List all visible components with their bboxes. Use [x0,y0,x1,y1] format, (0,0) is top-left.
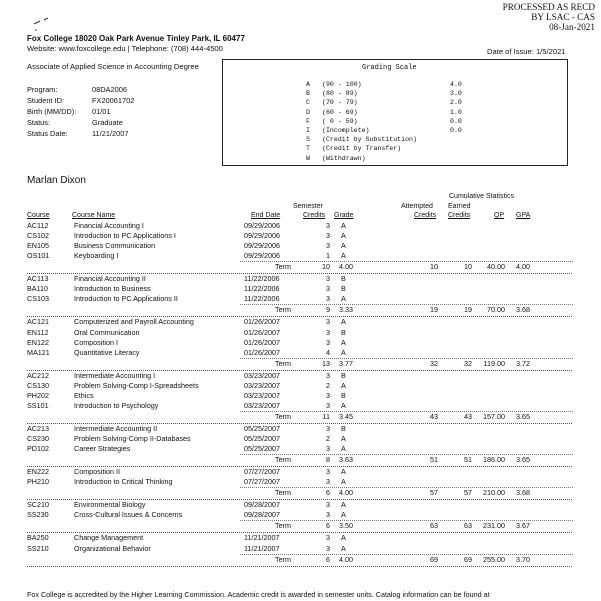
course-credits: 3 [326,423,330,433]
scale-range: (Credit by Substitution) [322,136,417,144]
course-code: CS103 [27,294,49,304]
term-label: Term [275,262,291,272]
course-grade: A [341,477,346,487]
course-code: SS210 [27,543,49,553]
info-value: 11/21/2007 [92,129,129,138]
term-credits: 13 [322,358,330,368]
course-code: CS102 [27,231,49,241]
cumulative-attempted: 57 [430,488,438,498]
processed-stamp-line: BY LSAC - CAS [531,12,595,22]
course-end-date: 11/21/2007 [244,533,280,543]
term-gpa: 3.45 [339,411,353,421]
course-grade: A [341,380,346,390]
term-gpa: 3.33 [339,305,353,315]
scale-range: (80 - 89) [322,90,358,98]
course-code: AC113 [27,274,49,284]
cumulative-gpa: 3.65 [516,455,530,465]
term-label: Term [275,554,291,564]
term-label: Term [275,358,291,368]
course-name: Problem Solving-Comp II-Databases [74,434,191,443]
cumulative-gpa: 3.65 [516,411,530,421]
course-credits: 3 [326,400,330,410]
term-label: Term [275,521,291,531]
info-label: Status: [27,118,51,127]
cumulative-qp: 70.00 [487,305,505,315]
course-name: Introduction to Psychology [74,400,159,410]
course-credits: 3 [326,467,330,477]
qp-header: QP [494,212,505,219]
course-credits: 2 [326,434,330,443]
course-end-date: 09/28/2007 [244,500,280,510]
student-name: Marlan Dixon [27,175,86,186]
term-gpa: 4.00 [339,488,353,498]
scale-grade: D [306,108,310,116]
course-name: Quantitative Literacy [74,347,140,357]
course-credits: 3 [326,543,330,553]
course-code: EN122 [27,337,49,347]
course-grade: A [341,434,346,443]
course-name: Computerized and Payroll Accounting [74,317,194,327]
course-code: PH202 [27,390,49,400]
cumulative-attempted: 69 [430,554,438,564]
cumulative-attempted: 43 [430,411,438,421]
course-grade: B [341,274,346,284]
course-end-date: 09/28/2007 [244,510,280,520]
info-value: 08DA2006 [92,85,127,94]
course-grade: A [341,231,346,241]
course-end-date: 05/25/2007 [244,423,280,433]
cumulative-gpa: 3.72 [516,358,530,368]
processed-stamp-line: PROCESSED AS RECD [502,2,595,12]
cumulative-earned: 43 [464,411,472,421]
course-grade: B [341,423,346,433]
course-name: Environmental Biology [74,500,146,510]
course-grade: A [341,467,346,477]
course-end-date: 11/22/2006 [244,294,280,304]
course-name: Cross-Cultural Issues & Concerns [74,510,183,520]
scale-grade: C [306,99,310,107]
course-grade: A [341,500,346,510]
cumulative-gpa: 3.70 [516,554,530,564]
course-grade: A [341,251,346,261]
course-grade: B [341,390,346,400]
cumulative-earned: 10 [464,262,472,272]
cumulative-earned: 69 [464,554,472,564]
scale-range: (70 - 79) [322,99,358,107]
course-end-date: 05/25/2007 [244,434,280,443]
school-address: Fox College 18020 Oak Park Avenue Tinley Park, IL 60477 [27,34,245,43]
course-grade: B [341,370,346,380]
cumulative-attempted: 51 [430,455,438,465]
course-end-date: 09/29/2006 [244,251,280,261]
issue-date: Date of Issue: 1/5/2021 [487,47,566,56]
term-label: Term [275,411,291,421]
cumulative-earned: 63 [464,521,472,531]
scale-range: (Withdrawn) [322,154,366,162]
info-value: Graduate [92,118,123,127]
cumulative-qp: 255.00 [483,554,505,564]
course-credits: 3 [326,444,330,454]
course-code: AC112 [27,221,49,230]
scale-grade: T [306,145,310,153]
course-code: AC121 [27,317,49,327]
degree-title: Associate of Applied Science in Accounting Degree [27,62,199,71]
course-code: PD102 [27,444,49,454]
term-credits: 10 [322,262,330,272]
attempted-header: Attempted [401,203,433,210]
scale-points: 4.0 [450,81,462,88]
course-name: Keyboarding I [74,251,119,261]
course-name: Composition I [74,337,118,347]
course-grade: B [341,284,346,294]
cumulative-attempted: 10 [430,262,438,272]
course-grade: A [341,533,346,543]
course-credits: 3 [326,231,330,241]
course-credits: 2 [326,380,330,390]
course-name: Composition II [74,467,120,477]
course-end-date: 07/27/2007 [244,477,280,487]
semester-header: Semester [293,203,323,210]
course-end-date: 03/23/2007 [244,370,280,380]
scale-points: 2.0 [450,99,462,107]
term-label: Term [275,455,291,465]
scale-range: (90 - 100) [322,81,362,88]
cumulative-attempted: 32 [430,358,438,368]
course-code: AC212 [27,370,49,380]
course-credits: 3 [326,370,330,380]
course-name: Intermediate Accounting II [74,423,158,433]
scale-range: ( 0 - 59) [322,117,358,125]
term-label: Term [275,488,291,498]
term-gpa: 3.77 [339,358,353,368]
course-code: BA250 [27,533,49,543]
scale-range: (Credit by Transfer) [322,145,402,153]
info-value: 01/01 [92,107,111,116]
course-credits: 3 [326,241,330,251]
course-credits: 3 [326,221,330,230]
end-date-header: End Date [251,212,281,219]
scale-grade: W [306,154,310,162]
course-code: SS230 [27,510,49,520]
course-code: EN112 [27,327,49,337]
course-grade: A [341,337,346,347]
course-end-date: 03/23/2007 [244,390,280,400]
term-label: Term [275,305,291,315]
course-grade: A [341,241,346,251]
scale-grade: F [306,117,310,125]
course-end-date: 01/26/2007 [244,347,280,357]
term-credits: 6 [326,554,330,564]
course-grade: A [341,400,346,410]
course-code: OS101 [27,251,50,261]
course-code: CS130 [27,380,49,390]
cumulative-gpa: 3.68 [516,488,530,498]
term-gpa: 3.50 [339,521,353,531]
term-credits: 6 [326,488,330,498]
term-gpa: 4.00 [339,262,353,272]
term-gpa: 4.00 [339,554,353,564]
cumulative-attempted: 63 [430,521,438,531]
course-name: Financial Accounting I [74,221,144,230]
course-credits: 4 [326,347,330,357]
cumulative-earned: 32 [464,358,472,368]
cumulative-gpa: 3.67 [516,521,530,531]
course-credits: 3 [326,500,330,510]
course-end-date: 09/29/2006 [244,221,280,230]
course-name: Oral Communication [74,327,140,337]
cumulative-gpa: 3.68 [516,305,530,315]
cumulative-stats-header: Cumulative Statistics [449,193,514,200]
course-end-date: 07/27/2007 [244,467,280,477]
course-grade: A [341,543,346,553]
course-code: AC213 [27,423,49,433]
course-credits: 3 [326,533,330,543]
course-code: CS230 [27,434,49,443]
course-credits: 3 [326,327,330,337]
cumulative-qp: 186.00 [483,455,505,465]
earned-header: Earned [448,203,471,210]
course-end-date: 03/23/2007 [244,380,280,390]
course-end-date: 01/26/2007 [244,337,280,347]
course-end-date: 05/25/2007 [244,444,280,454]
course-credits: 3 [326,510,330,520]
scale-range: (60 - 69) [322,108,358,116]
course-name: Introduction to PC Applications II [74,294,178,304]
scale-points: 3.0 [450,90,462,98]
grading-scale-title: Grading Scale [362,64,417,72]
course-end-date: 11/21/2007 [244,543,280,553]
scale-points: 0.0 [450,127,462,134]
course-end-date: 09/29/2006 [244,231,280,241]
course-grade: A [341,317,346,327]
course-code: EN222 [27,467,49,477]
course-credits: 3 [326,274,330,284]
course-name: Organizational Behavior [74,543,151,553]
cumulative-earned: 57 [464,488,472,498]
cumulative-qp: 119.00 [483,358,505,368]
course-credits: 3 [326,390,330,400]
cumulative-qp: 157.00 [483,411,505,421]
course-credits: 1 [326,251,330,261]
course-code: EN105 [27,241,49,251]
scale-grade: B [306,90,310,98]
cumulative-attempted: 19 [430,305,438,315]
course-grade: A [341,294,346,304]
course-name: Introduction to Business [74,284,151,294]
course-code: SC210 [27,500,49,510]
term-credits: 6 [326,521,330,531]
term-credits: 9 [326,305,330,315]
pen-mark-icon [32,14,62,34]
cumulative-earned: 19 [464,305,472,315]
course-end-date: 01/26/2007 [244,317,280,327]
cumulative-qp: 231.00 [483,521,505,531]
cumulative-earned: 51 [464,455,472,465]
course-grade: B [341,327,346,337]
course-end-date: 09/29/2006 [244,241,280,251]
school-contact: Website: www.foxcollege.edu | Telephone: (708) 444-4500 [27,44,223,53]
course-end-date: 01/26/2007 [244,327,280,337]
scale-grade: S [306,136,310,144]
term-credits: 8 [326,455,330,465]
cumulative-gpa: 4.00 [516,262,530,272]
course-end-date: 11/22/2006 [244,284,280,294]
scale-points: 0.0 [450,117,462,125]
course-grade: A [341,510,346,520]
course-grade: A [341,444,346,454]
course-grade: A [341,221,346,230]
course-name: Introduction to PC Applications I [74,231,176,241]
scale-grade: I [306,127,310,134]
attempted-credits-header: Credits [414,212,437,219]
course-name: Ethics [74,390,94,400]
gpa-header: GPA [516,212,531,219]
info-label: Status Date: [27,129,68,138]
course-name: Change Management [74,533,144,543]
processed-stamp-date: 08-Jan-2021 [549,22,595,32]
info-label: Student ID: [27,96,64,105]
course-code: PH210 [27,477,49,487]
info-label: Birth (MM/DD): [27,107,77,116]
course-credits: 3 [326,337,330,347]
course-credits: 3 [326,294,330,304]
term-gpa: 3.63 [339,455,353,465]
course-header: Course [27,212,50,219]
course-name: Introduction to Critical Thinking [74,477,173,487]
scale-range: (Incomplete) [322,127,370,134]
info-value: FX20061702 [92,96,135,105]
earned-credits-header: Credits [448,212,471,219]
info-label: Program: [27,85,58,94]
grade-header: Grade [334,212,354,219]
accreditation-footer: Fox College is accredited by the Higher Learning Commission. Academic credit is awarded in semester units. Catalog information can be found at [27,590,490,599]
course-credits: 3 [326,284,330,294]
scale-points: 1.0 [450,108,462,116]
semester-credits-header: Credits [303,212,326,219]
cumulative-qp: 40.00 [487,262,505,272]
course-end-date: 03/23/2007 [244,400,280,410]
course-name: Financial Accounting II [74,274,146,284]
course-code: MA121 [27,347,50,357]
course-code: BA110 [27,284,49,294]
course-name: Business Communication [74,241,156,251]
cumulative-qp: 210.00 [483,488,505,498]
scale-grade: A [306,81,310,88]
term-credits: 11 [322,411,330,421]
course-name: Problem Solving-Comp I-Spreadsheets [74,380,199,390]
course-name: Career Strategies [74,444,131,454]
term-separator [27,566,572,567]
course-name: Intermediate Accounting I [74,370,156,380]
course-grade: A [341,347,346,357]
course-end-date: 11/22/2006 [244,274,280,284]
course-credits: 3 [326,477,330,487]
course-credits: 3 [326,317,330,327]
course-code: SS101 [27,400,49,410]
course-name-header: Course Name [72,212,116,219]
